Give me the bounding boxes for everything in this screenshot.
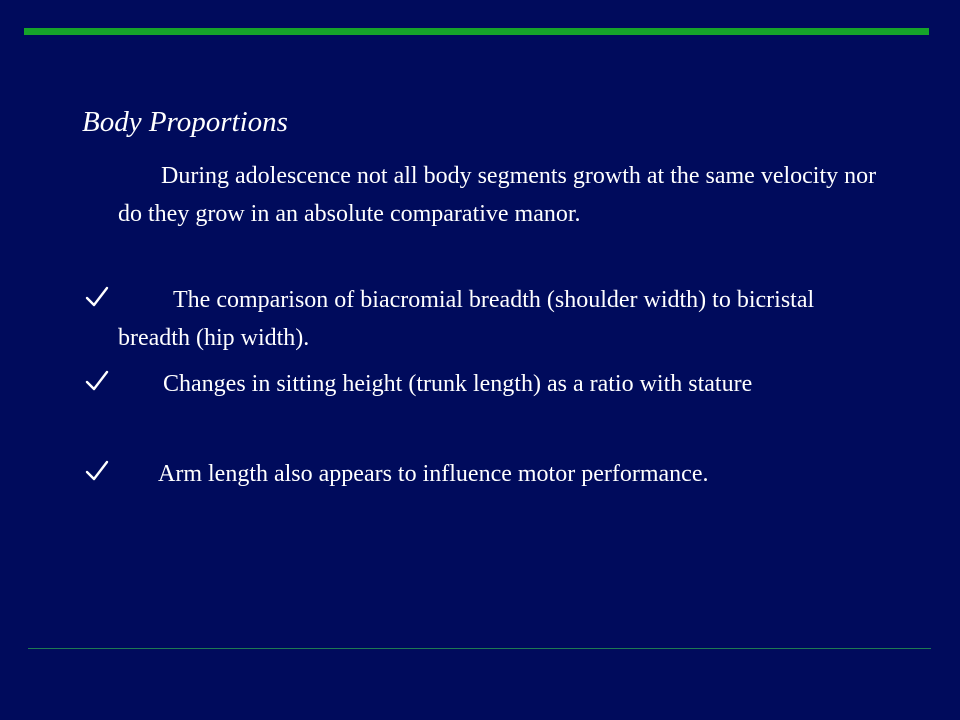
bullet-item-arm-length: Arm length also appears to influence motor performance. xyxy=(158,461,709,487)
intro-paragraph: During adolescence not all body segments growth at the same velocity nor do they grow in an absolute comparative manor. xyxy=(118,163,877,227)
slide-title: Body Proportions xyxy=(82,106,288,138)
checkmark-icon xyxy=(84,458,110,484)
checkmark-icon xyxy=(84,284,110,310)
top-accent-bar xyxy=(24,28,929,35)
checkmark-icon xyxy=(84,368,110,394)
bullet-item-biacromial: The comparison of biacromial breadth (shoulder width) to bicristal breadth (hip width). xyxy=(118,287,815,351)
bottom-divider xyxy=(28,648,931,649)
bullet-item-sitting-height: Changes in sitting height (trunk length) as a ratio with stature xyxy=(163,371,753,397)
